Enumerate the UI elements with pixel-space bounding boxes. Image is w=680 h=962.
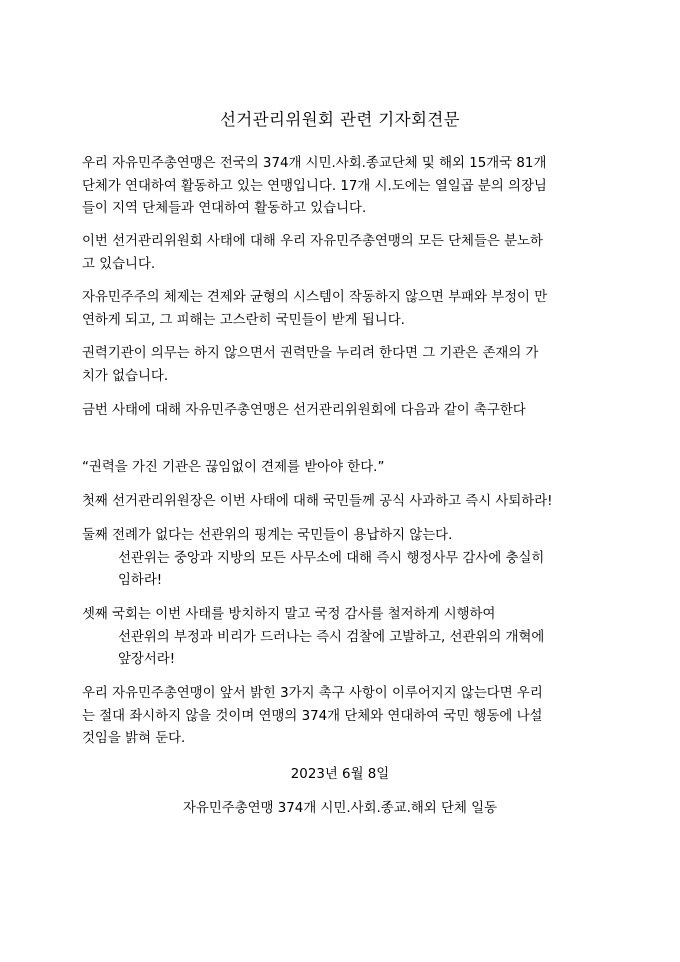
- paragraph-demand-intro: [82, 400, 604, 423]
- text-line: 단체가 연대하여 활동하고 있는 연맹입니다. 17개 시.도에는 열일곱 분의 의장님: [82, 178, 547, 194]
- signature: 자유민주총연맹 374개 시민.사회.종교.해외 단체 일동: [182, 801, 498, 816]
- text-line: 금번 사태에 대해 자유민주총연맹은 선거관리위원회에 다음과 같이 촉구한다: [82, 403, 526, 418]
- text-line: 임하라!: [118, 573, 163, 588]
- text-line: 우리 자유민주총연맹은 전국의 374개 시민.사회.종교단체 및 해외 15개국 81개: [82, 156, 547, 171]
- text-line: 자유민주주의 체제는 견제와 균형의 시스템이 작동하지 않으면 부패와 부정이 만: [82, 290, 548, 305]
- document-date: 2023년 6월 8일: [290, 767, 390, 782]
- text-line: 는 절대 좌시하지 않을 것이며 연맹의 374개 단체와 연대하여 국민 행동에 나설: [82, 708, 543, 724]
- text-line: 이번 선거관리위원회 사태에 대해 우리 자유민주총연맹의 모든 단체들은 분노하: [82, 234, 543, 249]
- quote-text: “권력을 가진 기관은 끊임없이 견제를 받아야 한다.”: [82, 460, 385, 475]
- demand-third: [82, 604, 604, 672]
- text-line: 들이 지역 단체들과 연대하여 활동하고 있습니다.: [82, 201, 367, 216]
- paragraph-authority: [82, 343, 604, 388]
- paragraph-closing: [82, 683, 604, 751]
- text-line: 우리 자유민주총연맹이 앞서 밝힌 3가지 촉구 사항이 이루어지지 않는다면 우리: [82, 686, 543, 701]
- text-line: 치가 없습니다.: [82, 368, 169, 384]
- text-line: 고 있습니다.: [82, 256, 156, 272]
- text-line: 연하게 되고, 그 피해는 고스란히 국민들이 받게 됩니다.: [82, 312, 405, 328]
- text-line: 선관위는 중앙과 지방의 모든 사무소에 대해 즉시 행정사무 감사에 충실히: [118, 550, 545, 566]
- text-line: 앞장서라!: [118, 652, 176, 667]
- demand-first: [82, 491, 604, 514]
- text-line: 첫째 선거관리위원장은 이번 사태에 대해 국민들께 공식 사과하고 즉시 사퇴하라!: [82, 494, 553, 509]
- text-line: 셋째 국회는 이번 사태를 방치하지 말고 국정 감사를 철저하게 시행하여: [82, 607, 496, 622]
- paragraph-introduction: [82, 153, 604, 221]
- text-line: 권력기관이 의무는 하지 않으면서 권력만을 누리려 한다면 그 기관은 존재의 가: [82, 346, 539, 361]
- text-line: 것임을 밝혀 둔다.: [82, 731, 186, 746]
- demand-second: [82, 525, 604, 593]
- text-line: 선관위의 부정과 비리가 드러나는 즉시 검찰에 고발하고, 선관위의 개혁에: [118, 629, 545, 645]
- quote: [82, 457, 604, 480]
- paragraph-checks-and-balances: [82, 287, 604, 332]
- paragraph-anger: [82, 231, 604, 276]
- text-line: 둘째 전례가 없다는 선관위의 핑계는 국민들이 용납하지 않는다.: [82, 528, 453, 543]
- document-title: 선거관리위원회 관련 기자회견문: [219, 110, 461, 129]
